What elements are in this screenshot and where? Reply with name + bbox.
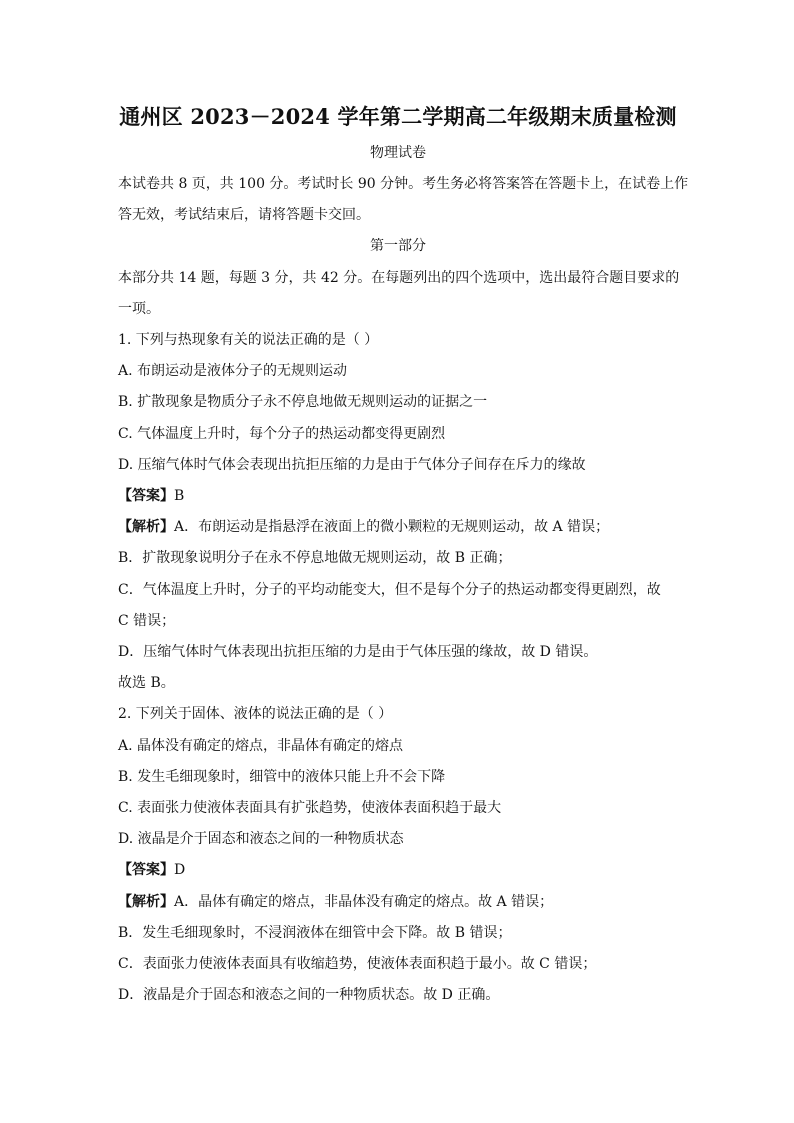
- q2-analysis-line-3: C．表面张力使液体表面具有收缩趋势，使液体表面积趋于最小。故 C 错误；: [118, 956, 597, 973]
- q1-answer: [118, 481, 678, 512]
- instructions-line-1: 本试卷共 8 页，共 100 分。考试时长 90 分钟。考生务必将答案答在答题卡上，在试卷上作: [118, 176, 689, 192]
- q2-analysis-text-1: A．晶体有确定的熔点，非晶体没有确定的熔点。故 A 错误；: [174, 893, 554, 910]
- q1-analysis-line-3: C．气体温度上升时，分子的平均动能变大，但不是每个分子的热运动都变得更剧烈，故: [118, 581, 661, 598]
- q2-analysis-line-4: D．液晶是介于固态和液态之间的一种物质状态。故 D 正确。: [118, 987, 500, 1004]
- q1-answer-value: B: [174, 488, 185, 505]
- q1-conclusion: 故选 B。: [118, 675, 175, 692]
- q2-option-d: D. 液晶是介于固态和液态之间的一种物质状态: [118, 831, 404, 848]
- q2-analysis-line-2: B．发生毛细现象时，不浸润液体在细管中会下降。故 B 错误；: [118, 924, 512, 941]
- exam-subtitle: 物理试卷: [370, 145, 426, 161]
- q1-option-b: B. 扩散现象是物质分子永不停息地做无规则运动的证据之一: [118, 394, 488, 411]
- q1-option-c: C. 气体温度上升时，每个分子的热运动都变得更剧烈: [118, 425, 446, 442]
- q1-analysis-text-1: A．布朗运动是指悬浮在液面上的微小颗粒的无规则运动，故 A 错误；: [174, 519, 610, 536]
- q1-option-a: A. 布朗运动是液体分子的无规则运动: [118, 363, 348, 380]
- q2-option-b: B. 发生毛细现象时，细管中的液体只能上升不会下降: [118, 768, 446, 785]
- exam-page: [118, 100, 689, 1011]
- exam-title: 通州区 2023－2024 学年第二学期高二年级期末质量检测: [119, 104, 677, 129]
- part-intro-line-2: 一项。: [118, 300, 160, 317]
- q2-answer: [118, 855, 678, 886]
- q1-answer-label: 【答案】: [118, 488, 174, 505]
- q1-stem: 1. 下列与热现象有关的说法正确的是（ ）: [118, 332, 379, 349]
- q1-analysis-line-1: [118, 512, 678, 543]
- q1-analysis-line-2: B．扩散现象说明分子在永不停息地做无规则运动，故 B 正确；: [118, 550, 512, 567]
- q2-answer-value: D: [174, 862, 186, 879]
- q2-answer-label: 【答案】: [118, 862, 174, 879]
- q2-option-c: C. 表面张力使液体表面具有扩张趋势，使液体表面积趋于最大: [118, 800, 502, 817]
- q2-stem: 2. 下列关于固体、液体的说法正确的是（ ）: [118, 706, 393, 723]
- q1-analysis-line-4: C 错误；: [118, 612, 176, 629]
- q1-analysis-line-5: D．压缩气体时气体表现出抗拒压缩的力是由于气体压强的缘故，故 D 错误。: [118, 644, 598, 661]
- instructions-line-2: 答无效，考试结束后，请将答题卡交回。: [118, 207, 370, 224]
- part-title: 第一部分: [370, 238, 426, 255]
- q2-analysis-line-1: [118, 887, 678, 918]
- q2-analysis-label: 【解析】: [118, 893, 174, 910]
- q1-option-d: D. 压缩气体时气体会表现出抗拒压缩的力是由于气体分子间存在斥力的缘故: [118, 456, 586, 473]
- q1-analysis-label: 【解析】: [118, 519, 174, 536]
- part-intro-line-1: 本部分共 14 题，每题 3 分，共 42 分。在每题列出的四个选项中，选出最符合题目要求的: [118, 269, 680, 286]
- q2-option-a: A. 晶体没有确定的熔点，非晶体有确定的熔点: [118, 737, 404, 754]
